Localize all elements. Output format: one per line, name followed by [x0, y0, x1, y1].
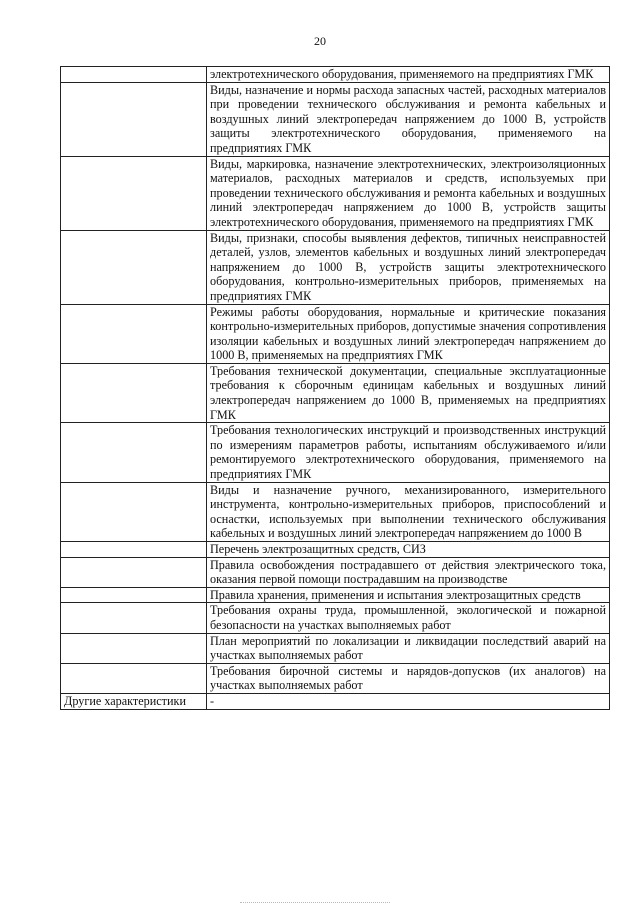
table-row: [61, 693, 610, 709]
table-row: [61, 67, 610, 83]
row-knowledge-cell: План мероприятий по локализации и ликвидации последствий аварий на участках выполняемых работ: [207, 633, 610, 663]
row-knowledge-cell: Требования технологических инструкций и производственных инструкций по измерениям параметров работы, испытаниям обслуживаемого и/или ремонтируемого электротехнического оборудования, применяемого на предприятиях ГМК: [207, 423, 610, 482]
row-knowledge-cell: -: [207, 693, 610, 709]
row-category-cell: [61, 542, 207, 558]
requirements-table: [60, 66, 610, 710]
table-row: [61, 304, 610, 363]
row-category-cell: [61, 603, 207, 633]
row-category-cell: [61, 663, 207, 693]
row-category-cell: [61, 304, 207, 363]
row-category-cell: [61, 587, 207, 603]
row-category-cell: [61, 67, 207, 83]
row-knowledge-cell: Виды и назначение ручного, механизированного, измерительного инструмента, контрольно-измерительных приборов, приспособлений и оснастки, используемых при выполнении технического обслуживания кабельных и воздушных линий электропередач напряжением до 1000 В: [207, 482, 610, 541]
table-row: [61, 542, 610, 558]
row-knowledge-cell: Требования технической документации, специальные эксплуатационные требования к сборочным единицам кабельных и воздушных линий электропередач напряжением до 1000 В, применяемых на предприятиях ГМК: [207, 363, 610, 422]
row-category-cell: [61, 156, 207, 230]
row-knowledge-cell: Правила освобождения пострадавшего от действия электрического тока, оказания первой помощи пострадавшим на производстве: [207, 557, 610, 587]
table-row: [61, 482, 610, 541]
table-row: [61, 633, 610, 663]
row-knowledge-cell: Требования охраны труда, промышленной, экологической и пожарной безопасности на участках выполняемых работ: [207, 603, 610, 633]
row-knowledge-cell: Виды, назначение и нормы расхода запасных частей, расходных материалов при проведении технического обслуживания и ремонта кабельных и воздушных линий электропередач напряжением до 1000 В, устройств защиты электротехнического оборудования, применяемого на предприятиях ГМК: [207, 82, 610, 156]
table-row: [61, 587, 610, 603]
page-number: 20: [314, 34, 326, 48]
row-category-cell: [61, 423, 207, 482]
table-row: [61, 603, 610, 633]
row-knowledge-cell: Перечень электрозащитных средств, СИЗ: [207, 542, 610, 558]
table-row: [61, 423, 610, 482]
row-knowledge-cell: Правила хранения, применения и испытания электрозащитных средств: [207, 587, 610, 603]
table-row: [61, 363, 610, 422]
table-row: [61, 230, 610, 304]
row-knowledge-cell: Виды, маркировка, назначение электротехнических, электроизоляционных материалов, расходных материалов и средств, используемых при проведении технического обслуживания и ремонта кабельных и воздушных линий электропередач напряжением до 1000 В, устройств защиты электротехнического оборудования, применяемого на предприятиях ГМК: [207, 156, 610, 230]
row-knowledge-cell: Требования бирочной системы и нарядов-допусков (их аналогов) на участках выполняемых работ: [207, 663, 610, 693]
row-knowledge-cell: электротехнического оборудования, применяемого на предприятиях ГМК: [207, 67, 610, 83]
row-knowledge-cell: Виды, признаки, способы выявления дефектов, типичных неисправностей деталей, узлов, элементов кабельных и воздушных линий электропередач напряжением до 1000 В, устройств защиты электротехнического оборудования, контрольно-измерительных приборов, применяемых на предприятиях ГМК: [207, 230, 610, 304]
row-category-cell: [61, 633, 207, 663]
table-row: [61, 557, 610, 587]
row-category-cell: [61, 482, 207, 541]
row-category-cell: [61, 557, 207, 587]
row-category-cell: [61, 363, 207, 422]
table-row: [61, 82, 610, 156]
row-category-cell: [61, 82, 207, 156]
table-row: [61, 663, 610, 693]
row-category-cell: [61, 230, 207, 304]
scan-artifact-line: [240, 902, 390, 903]
row-knowledge-cell: Режимы работы оборудования, нормальные и критические показания контрольно-измерительных приборов, допустимые значения сопротивления изоляции кабельных и воздушных линий электропередач напряжением до 1000 В, применяемых на предприятиях ГМК: [207, 304, 610, 363]
row-category-cell: Другие характеристики: [61, 693, 207, 709]
table-row: [61, 156, 610, 230]
requirements-table-body: [61, 67, 610, 710]
